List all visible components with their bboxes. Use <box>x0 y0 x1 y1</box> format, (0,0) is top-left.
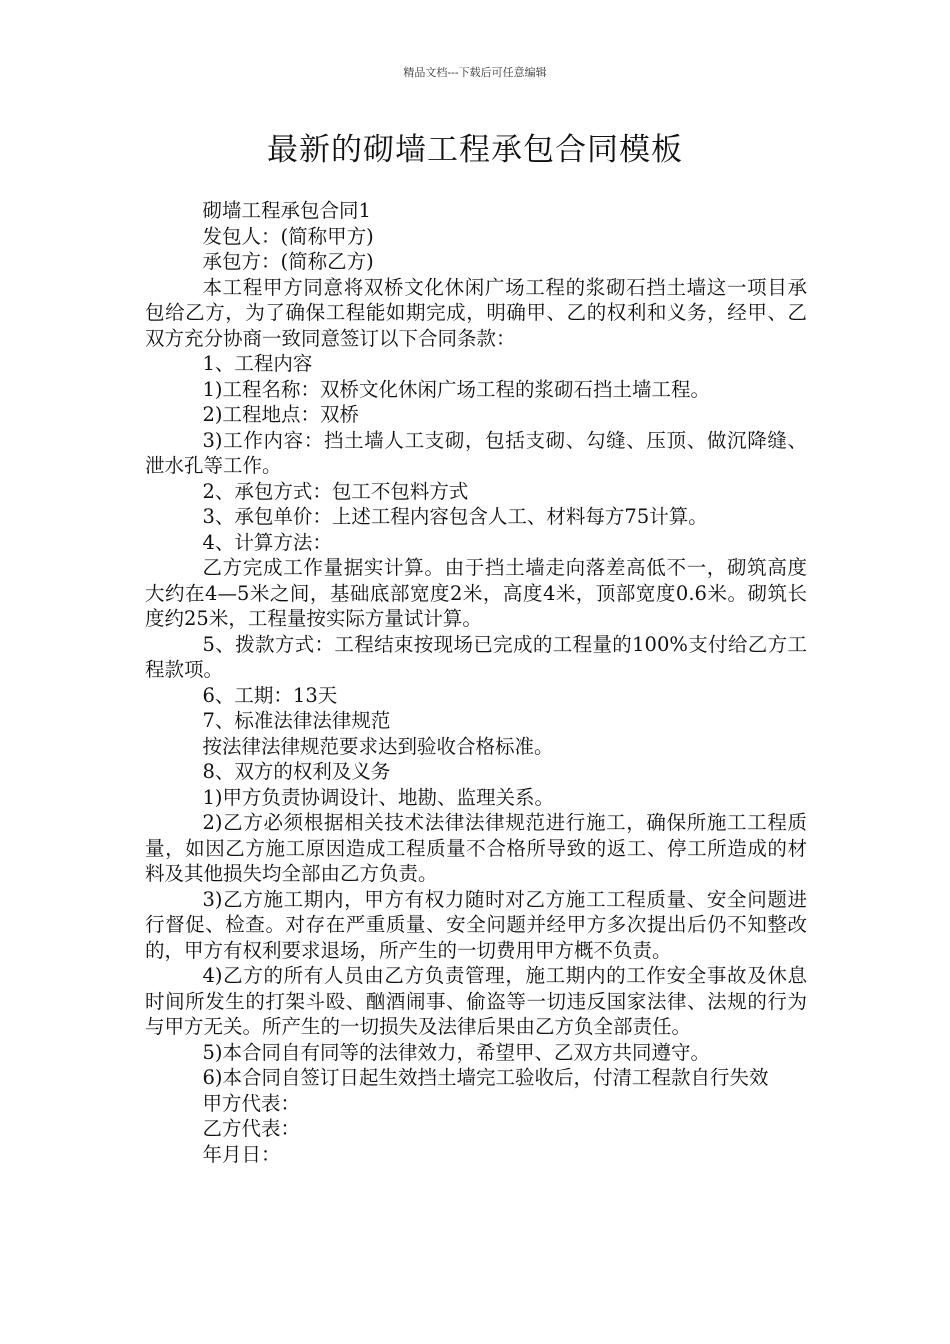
duty-item-3: 3)乙方施工期内，甲方有权力随时对乙方施工工程质量、安全问题进行督促、检查。对存在严重质量、安全问题并经甲方多次提出后仍不知整改的，甲方有权利要求退场，所产生的一切费用甲方概不负责。 <box>145 887 807 962</box>
header-note: 精品文档---下载后可任意编辑 <box>403 66 547 79</box>
section-2-contract-method: 2、承包方式：包工不包料方式 <box>202 479 469 503</box>
section-7-heading: 7、标准法律法律规范 <box>202 709 391 732</box>
duty-item-1: 1)甲方负责协调设计、地勘、监理关系。 <box>202 785 555 809</box>
contract-body <box>145 198 807 1167</box>
party-a-signature: 甲方代表： <box>202 1091 301 1115</box>
employer-line: 发包人：(简称甲方) <box>202 224 374 248</box>
duty-item-6: 6)本合同自签订日起生效挡土墙完工验收后，付清工程款自行失效 <box>202 1066 769 1089</box>
section-1-heading: 1、工程内容 <box>202 352 313 375</box>
section-4-heading: 4、计算方法： <box>202 530 332 554</box>
document-title: 最新的砌墙工程承包合同模板 <box>267 132 683 168</box>
contractor-line: 承包方：(简称乙方) <box>202 250 374 273</box>
section-8-heading: 8、双方的权利及义务 <box>202 760 391 783</box>
project-location-item: 2)工程地点：双桥 <box>202 403 360 426</box>
calculation-paragraph: 乙方完成工作量据实计算。由于挡土墙走向落差高低不一，砌筑高度大约在4—5米之间，基础底部宽度2米，高度4米，顶部宽度0.6米。砌筑长度约25米，工程量按实际方量试计算。 <box>145 556 807 630</box>
duty-item-5: 5)本合同自有同等的法律效力，希望甲、乙双方共同遵守。 <box>202 1040 711 1064</box>
section-5-payment: 5、拨款方式：工程结束按现场已完成的工程量的100%支付给乙方工程款项。 <box>145 632 807 681</box>
contract-heading: 砌墙工程承包合同1 <box>202 199 371 222</box>
work-content-item: 3)工作内容：挡土墙人工支砌，包括支砌、勾缝、压顶、做沉降缝、泄水孔等工作。 <box>145 428 807 477</box>
project-name-item: 1)工程名称：双桥文化休闲广场工程的浆砌石挡土墙工程。 <box>202 377 711 401</box>
duty-item-2: 2)乙方必须根据相关技术法律法律规范进行施工，确保所施工工程质量，如因乙方施工原因造成工程质量不合格所导致的返工、停工所造成的材料及其他损失均全部由乙方负责。 <box>145 811 807 885</box>
preamble-paragraph: 本工程甲方同意将双桥文化休闲广场工程的浆砌石挡土墙这一项目承包给乙方，为了确保工程能如期完成，明确甲、乙的权利和义务，经甲、乙双方充分协商一致同意签订以下合同条款： <box>145 275 807 350</box>
standards-paragraph: 按法律法律规范要求达到验收合格标准。 <box>202 734 554 758</box>
section-3-unit-price: 3、承包单价：上述工程内容包含人工、材料每方75计算。 <box>202 505 708 528</box>
date-line: 年月日： <box>202 1142 281 1166</box>
duty-item-4: 4)乙方的所有人员由乙方负责管理，施工期内的工作安全事故及休息时间所发生的打架斗殴、酗酒闹事、偷盗等一切违反国家法律、法规的行为与甲方无关。所产生的一切损失及法律后果由乙方负全部责任。 <box>145 964 807 1038</box>
section-6-duration: 6、工期：13天 <box>202 683 338 707</box>
party-b-signature: 乙方代表： <box>202 1117 301 1140</box>
